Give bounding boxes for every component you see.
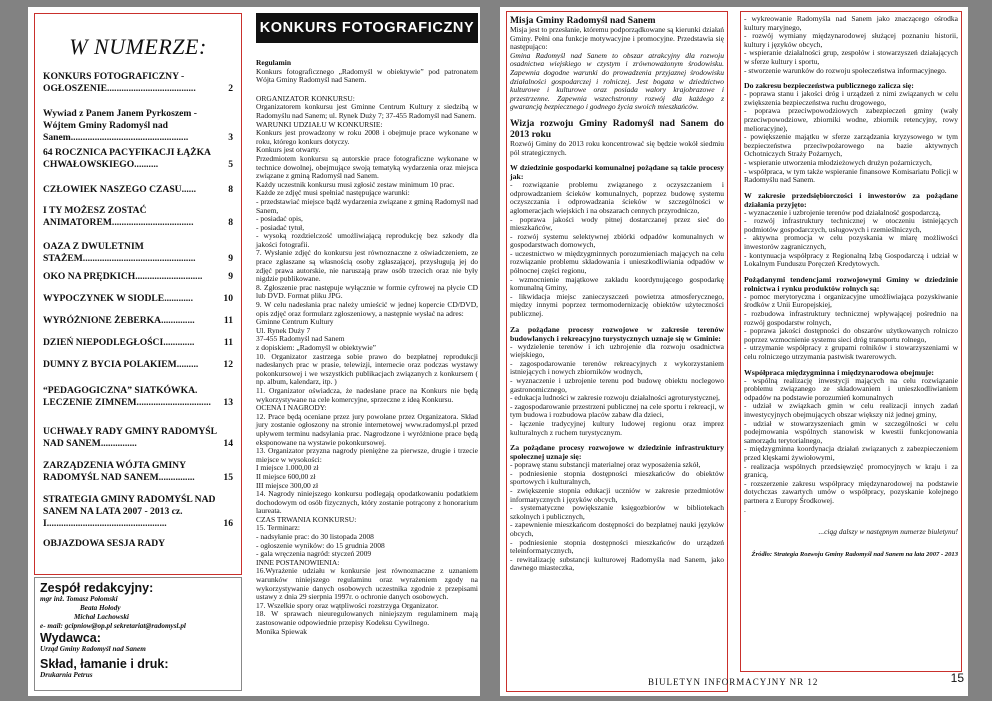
toc-item[interactable] bbox=[43, 71, 235, 95]
toc-item[interactable] bbox=[43, 147, 235, 171]
paragraph: - rozszerzenie zakresu współpracy międzynarodowej na podstawie dotychczas zawartych umów o współpracy, pozyskanie kolejnego partnera z Europy Środkowej. bbox=[744, 478, 958, 505]
toc-item-page: 13 bbox=[223, 397, 233, 408]
toc-item-page: 5 bbox=[228, 159, 233, 170]
right-page bbox=[500, 7, 968, 696]
paragraph: - zagospodarowanie terenów rekreacyjnych z wykorzystaniem istniejących i nowych zbiorników wodnych, bbox=[510, 358, 724, 377]
contest-paragraph: I miejsce 1.000,00 zł bbox=[256, 463, 319, 473]
paragraph: - rozwój wymiany międzynarodowej służącej poznaniu historii, kultury i języków obcych, bbox=[744, 31, 958, 49]
contest-paragraph: INNE POSTANOWIENIA: bbox=[256, 557, 340, 567]
contest-paragraphs bbox=[256, 95, 478, 636]
contest-paragraph: 14. Nagrody niniejszego konkursu podlegają opodatkowaniu podatkiem dochodowym od osób fizycznych, który zostanie potrącony z honorarium laureata. bbox=[256, 489, 478, 516]
toc-item[interactable] bbox=[43, 337, 235, 349]
toc-item[interactable] bbox=[43, 426, 235, 450]
paragraph: - edukacja ludności w zakresie rozwoju działalności agroturystycznej, bbox=[510, 393, 720, 403]
toc-item[interactable] bbox=[43, 293, 235, 305]
toc-item[interactable] bbox=[43, 385, 235, 409]
section-heading: Pożądanymi tendencjami rozwojowymi Gminy w dziedzinie rolnictwa i rynku produktów rolnych są: bbox=[744, 274, 958, 293]
contest-paragraph: 12. Prace będą oceniane przez jury powołane przez Organizatora. Skład jury zostanie ogłoszony na stronie internetowej www.radomysl.pl przed upływem terminu nadsyłania prac. Nagrodzone i wyróżnione prace będą eksponowane na wystawie pokonkursowej. bbox=[256, 411, 478, 447]
paragraph: - utrzymanie współpracy z grupami rolników i stowarzyszeniami w celu rolniczego utrzymania pastwisk twarerowych. bbox=[744, 343, 958, 361]
strategy-column-right bbox=[740, 11, 962, 672]
paragraph: - zagospodarowanie przestrzeni publicznej na cele sportu i rekreacji, w tym budowa i rozbudowa placów zabaw dla dzieci, bbox=[510, 401, 724, 420]
toc-item[interactable] bbox=[43, 494, 235, 530]
paragraph: - poprawa jakości wody pitnej dostarczanej przez sieć do mieszkańców, bbox=[510, 214, 724, 233]
left-page bbox=[28, 7, 480, 696]
toc-item-page: 11 bbox=[223, 315, 233, 326]
paragraph: - stworzenie warunków do rozwoju społeczeństwa informacyjnego. bbox=[744, 65, 947, 75]
toc-item[interactable] bbox=[43, 108, 235, 144]
contest-paragraph: Ul. Rynek Duży 7 bbox=[256, 325, 311, 335]
contest-paragraph: 17. Wszelkie spory oraz wątpliwości rozstrzyga Organizator. bbox=[256, 600, 439, 610]
paragraph: - udział w związkach gmin w celu realizacji innych zadań inwestycyjnych obejmujących obszar większy niż jednej gminy, bbox=[744, 401, 958, 419]
contest-paragraph: II miejsce 600,00 zł bbox=[256, 471, 316, 481]
contest-paragraph: Przedmiotem konkursu są autorskie prace fotograficzne wykonane w technice dowolnej, obejmujące swoją tematyką wydarzenia oraz miejsca związane z gminą Radomyśl nad Sanem. bbox=[256, 153, 478, 181]
toc-item[interactable] bbox=[43, 538, 235, 550]
paragraph: - poprawę stanu substancji materialnej oraz wyposażenia szkół, bbox=[510, 460, 701, 470]
editor-name: Beata Hołody bbox=[80, 604, 121, 612]
toc-item-page: 14 bbox=[223, 438, 233, 449]
section-heading: Za pożądane procesy rozwojowe w dziedzinie infrastruktury społecznej uznaje się: bbox=[510, 443, 724, 462]
paragraph: - powiększenie majątku w sferze zarządzania kryzysowego w tym bezpieczeństwa przeciwpożarowego na bazie aktywnych Ochotniczych Straży Pożarnych, bbox=[744, 132, 958, 159]
contest-paragraph: - wysoką rozdzielczość umożliwiającą reprodukcję bez szkody dla jakości fotografii. bbox=[256, 231, 478, 249]
section-heading: W dziedzinie gospodarki komunalnej pożądane są takie procesy jak: bbox=[510, 163, 724, 182]
toc-item[interactable] bbox=[43, 359, 235, 371]
paragraph: Rozwój Gminy do 2013 roku koncentrować się będzie wokół siedmiu pól strategicznych. bbox=[510, 138, 724, 157]
toc-item-label: OKO NA PRĘDKICH............................ bbox=[43, 271, 203, 282]
paragraph: - pomoc merytoryczna i organizacyjne umożliwiająca pozyskiwanie środków z Unii Europejskiej, bbox=[744, 291, 958, 310]
paragraph: - kontynuacja współpracy z Regionalną Izbą Gospodarczą i udział w Lokalnym Funduszu Poręczeń Kredytowych. bbox=[744, 250, 958, 269]
paragraph: Źródło: Strategia Rozwoju Gminy Radomyśl nad Sanem na lata 2007 - 2013 bbox=[751, 550, 958, 558]
paragraph: - wspieranie działalności grup, zespołów i stowarzyszeń działających w sferze kultury i sportu, bbox=[744, 48, 958, 66]
contest-paragraph: Gminne Centrum Kultury bbox=[256, 317, 334, 327]
contest-paragraph: WARUNKI UDZIAŁU W KONKURSIE: bbox=[256, 119, 383, 129]
paragraph: - wydzielenie terenów i ich uzbrojenie dla rozwoju osadnictwa wiejskiego, bbox=[510, 341, 724, 360]
paragraph: Gmina Radomyśl nad Sanem to obszar atrakcyjny dla rozwoju osadnictwa wiejskiego w czystym i zrównoważonym środowisku. Zapewnia dogodne warunki do prowadzenia przyjaznej środowisku działalności gospodarczej i rolniczej. Jest bogata w dziedzictwo kulturowe i kulturowe oraz posiada walory krajobrazowe i przestrzenne. Zapewnia wszechstronny rozwój dla każdego z gwarancją bezpiecznego i godnego życia swoich mieszkańców. bbox=[510, 50, 724, 112]
paragraph: . bbox=[744, 504, 746, 514]
strategy-column-left bbox=[506, 11, 728, 692]
toc-item-label: I TY MOŻESZ ZOSTAĆ ANIMATOREM.................................. bbox=[43, 205, 194, 228]
paragraph: - aktywna promocja w celu pozyskania w miarę możliwości inwestorów zagranicznych, bbox=[744, 233, 958, 252]
section-heading: Do zakresu bezpieczeństwa publicznego zalicza się: bbox=[744, 81, 914, 91]
toc-item-page: 12 bbox=[223, 359, 233, 370]
toc-item[interactable] bbox=[43, 271, 235, 283]
toc-item-page: 2 bbox=[228, 83, 233, 94]
toc-item-page: 9 bbox=[228, 253, 233, 264]
contest-paragraph: 8. Zgłoszenie prac następuje wyłącznie w formie cyfrowej na płycie CD lub DVD. Format pliku JPG. bbox=[256, 282, 478, 301]
toc-item-label: 64 ROCZNICA PACYFIKACJI ŁĄŻKA CHWAŁOWSKIEGO.......... bbox=[43, 147, 211, 170]
contest-paragraph: - przedstawiać miejsce bądź wydarzenia związane z gminą Radomyśl nad Sanem, bbox=[256, 196, 478, 215]
paragraph: - zapewnienie mieszkańcom dostępności do bezpłatnej nauki języków obcych, bbox=[510, 520, 724, 538]
paragraph: - łączenie tradycyjnej kultury ludowej regionu oraz imprez kulturalnych z ruchem turystycznym. bbox=[510, 418, 724, 437]
publisher-name: Urząd Gminy Radomyśl nad Sanem bbox=[40, 645, 146, 653]
contest-paragraph: - ogłoszenie wyników: do 15 grudnia 2008 bbox=[256, 540, 385, 550]
publisher-heading: Wydawca: bbox=[40, 631, 101, 645]
contest-paragraph: 18. W sprawach nieuregulowanych niniejszym regulaminem mają zastosowanie odpowiednie przepisy Kodeksu Cywilnego. bbox=[256, 609, 478, 627]
contest-paragraph: 10. Organizator zastrzega sobie prawo do bezpłatnej reprodukcji nadesłanych prac w prasie, telewizji, internecie oraz podczas wystawy pokonkursowej i we wszystkich publikacjach związanych z konkursem ( np. album, kalendarz, itp. ) bbox=[256, 351, 478, 387]
paragraph: - wzmocnienie majątkowe zakładu koordynującego gospodarkę komunalną Gminy, bbox=[510, 274, 724, 293]
editorial-email: e- mail: gcipniow@op.pl sekretariat@radomysl.pl bbox=[40, 622, 186, 630]
toc-item-page: 11 bbox=[223, 337, 233, 348]
section-heading: Za pożądane procesy rozwojowe w zakresie terenów budowlanych i rekreacyjno turystycznych uznaje się w Gminie: bbox=[510, 324, 724, 343]
toc-item-label: WYRÓŻNIONE ŻEBERKA.............. bbox=[43, 315, 195, 326]
contest-paragraph: 16.Wyrażenie udziału w konkursie jest równoznaczne z uznaniem warunków niniejszego regulaminu oraz wyrażeniem zgody na wykorzystywanie danych osobowych uczestnika zgodnie z przepisami ustawy z dnia 29 sierpnia 1997r. o ochronie danych osobowych. bbox=[256, 566, 478, 602]
paragraph: - poprawa stanu i jakości dróg i urządzeń z nimi związanych w celu zwiększenia bezpieczeństwa ruchu drogowego, bbox=[744, 89, 958, 107]
bulletin-footer: BIULETYN INFORMACYJNY NR 12 bbox=[648, 677, 819, 687]
contest-rules-heading: Regulamin bbox=[256, 58, 292, 67]
paragraph: - systematyczne powiększanie księgozbiorów w bibliotekach szkolnych i publicznych, bbox=[510, 503, 724, 521]
editorial-box bbox=[34, 577, 242, 691]
editor-name: Michał Lachowski bbox=[74, 613, 129, 621]
toc-item-label: STRATEGIA GMINY RADOMYŚL NAD SANEM NA LATA 2007 - 2013 cz. I.................................................. bbox=[43, 494, 216, 529]
editorial-heading: Zespół redakcyjny: bbox=[40, 581, 154, 595]
print-heading: Skład, łamanie i druk: bbox=[40, 657, 169, 671]
section-heading: Misja Gminy Radomyśl nad Sanem bbox=[510, 15, 656, 26]
paragraph: - rewitalizację substancji kulturowej Radomyśla nad Sanem, jako dawnego miasteczka, bbox=[510, 554, 724, 573]
contest-paragraph: Monika Spiewak bbox=[256, 626, 308, 636]
paragraph: - współpraca, w tym także wspieranie finansowe Komisariatu Policji w Radomyślu nad Sanem. bbox=[744, 166, 958, 185]
paragraph: - udział w stowarzyszeniach gmin w szczególności w celu podejmowania wspólnych stanowisk w kwestii funkcjonowania samorządu terytorialnego, bbox=[744, 418, 958, 445]
toc-item-page: 9 bbox=[228, 271, 233, 282]
contest-paragraph: - nadsyłanie prac: do 30 listopada 2008 bbox=[256, 532, 374, 542]
contest-paragraph: 7. Wysłanie zdjęć do konkursu jest równoznaczne z oświadczeniem, ze prace zgłaszane są własnością osoby zgłaszającej, przysługują jej do zdjęć prawa autorskie, nie naruszają praw osób trzecich oraz nie były nigdzie publikowane. bbox=[256, 248, 478, 284]
page-number: 15 bbox=[950, 671, 964, 685]
paragraph: Misja jest to przesłanie, któremu podporządkowane są kierunki działań Gminy. Pełni ona funkcje motywacyjne i promocyjne. Przedstawia się następująco: bbox=[510, 25, 724, 52]
toc-item-page: 3 bbox=[228, 132, 233, 143]
toc-item-label: OBJAZDOWA SESJA RADY bbox=[43, 538, 166, 549]
toc-item-label: KONKURS FOTOGRAFICZNY - OGŁOSZENIE..................................... bbox=[43, 71, 196, 94]
toc-item-page: 8 bbox=[228, 217, 233, 228]
paragraph: - poprawa przeciwpowodziowych zabezpieczeń gminy (wały przeciwpowodziowe, zbiorniki wodne, zbiornik retencyjny, rowy melioracyjne), bbox=[744, 106, 958, 133]
printer-name: Drukarnia Petrus bbox=[40, 671, 93, 679]
paragraph: - uczestnictwo w międzygminnych porozumieniach mających na celu rozwiązanie problemu składowania i unieszkodliwiania odpadów w północnej części regionu, bbox=[510, 248, 724, 276]
contest-paragraph: Organizatorem konkursu jest Gminne Centrum Kultury z siedzibą w Radomyślu nad Sanem; ul. Rynek Duży 7; 37-455 Radomyśl nad Sanem. bbox=[256, 102, 478, 120]
toc-item[interactable] bbox=[43, 460, 235, 484]
toc-item-label: ZARZĄDZENIA WÓJTA GMINY RADOMYŚL NAD SANEM............... bbox=[43, 460, 195, 483]
contest-intro: Konkurs fotograficznego „Radomyśl w obiektywie” pod patronatem Wójta Gminy Radomyśl nad Sanem. bbox=[256, 66, 478, 85]
contest-paragraph: z dopiskiem: „Radomyśl w obiektywie” bbox=[256, 343, 376, 352]
toc-item[interactable] bbox=[43, 241, 235, 265]
contest-paragraph: - posiadać tytuł, bbox=[256, 222, 305, 232]
toc-item-label: CZŁOWIEK NASZEGO CZASU...... bbox=[43, 184, 196, 195]
paragraph: - podniesienie stopnia dostępności mieszkańców do urządzeń teleinformatycznych, bbox=[510, 537, 724, 556]
contest-paragraph: Konkurs jest prowadzony w roku 2008 i obejmuje prace wykonane w roku, którego konkurs dotyczy. bbox=[256, 128, 478, 146]
contest-paragraph: ORGANIZATOR KONKURSU: bbox=[256, 93, 355, 103]
paragraph: - wspólną realizację inwestycji mających na celu rozwiązanie problemu związanego ze składowaniem i unieszkodliwianiem odpadów na podstawie porozumień komunalnych bbox=[744, 375, 958, 402]
contest-paragraph: - posiadać opis, bbox=[256, 214, 303, 224]
toc-item-label: DZIEŃ NIEPODLEGŁOŚCI............. bbox=[43, 337, 195, 348]
paragraph: - wykreowanie Radomyśla nad Sanem jako znaczącego ośrodka kultury maryjnego, bbox=[744, 14, 958, 32]
toc-item-label: “PEDAGOGICZNA” SIATKÓWKA. LECZENIE ZIMNEM............................... bbox=[43, 385, 211, 408]
toc-title: W NUMERZE: bbox=[69, 34, 207, 59]
contest-paragraph: 15. Terminarz: bbox=[256, 523, 300, 533]
contest-banner: KONKURS FOTOGRAFICZNY bbox=[256, 13, 478, 43]
toc-item-page: 8 bbox=[228, 184, 233, 195]
contest-paragraph: 11. Organizator oświadcza, że nadesłane prace na Konkurs nie będą wykorzystywane na cele komercyjne, sprzeczne z ideą Konkursu. bbox=[256, 385, 478, 404]
toc-item-label: WYPOCZYNEK W SIODLE............ bbox=[43, 293, 193, 304]
toc-item[interactable] bbox=[43, 315, 235, 327]
contest-paragraph: Każde ze zdjęć musi spełniać następujące warunki: bbox=[256, 188, 410, 198]
section-heading: W zakresie przedsiębiorczości i inwestorów za pożądane działania przyjęto: bbox=[744, 190, 958, 209]
toc-item-page: 15 bbox=[223, 472, 233, 483]
paragraph: - wyznaczenie i uzbrojenie terenów pod działalność gospodarczą, bbox=[744, 207, 941, 217]
toc-item[interactable] bbox=[43, 184, 235, 196]
editor-name: mgr inż. Tomasz Połomski bbox=[40, 595, 118, 603]
paragraph: - likwidacja miejsc zanieczyszczeń powietrza atmosferycznego, między innymi poprzez termomodernizację obiektów użyteczności publicznej. bbox=[510, 291, 724, 319]
paragraph: - rozwiązanie problemu związanego z oczyszczaniem i odprowadzaniem ścieków komunalnych, poprzez budowę systemu oczyszczania i odprowadzania ścieków w szczególności w aglomeracjach wiejskich i na obszarach cennych przyrodniczo, bbox=[510, 180, 724, 215]
contest-paragraph: 13. Organizator przyzna nagrody pieniężne za pierwsze, drugie i trzecie miejsce w wysokości: bbox=[256, 446, 478, 464]
contest-paragraph: III miejsce 300,00 zł bbox=[256, 480, 319, 490]
photo-contest-article bbox=[256, 13, 478, 693]
paragraph: - podniesienie stopnia dostępności mieszkańców do obiektów sportowych i kulturalnych, bbox=[510, 468, 724, 487]
toc-item-label: UCHWAŁY RADY GMINY RADOMYŚL NAD SANEM............... bbox=[43, 426, 217, 449]
paragraph: - rozwój infrastruktury technicznej w otoczeniu istniejących podmiotów gospodarczych, usługowych i rzemieślniczych, bbox=[744, 216, 958, 234]
toc-item-page: 16 bbox=[223, 518, 233, 529]
toc-item-label: OAZA Z DWULETNIM STAŻEM............................................... bbox=[43, 241, 196, 264]
contest-paragraph: OCENA I NAGRODY: bbox=[256, 403, 327, 413]
section-heading: Wizja rozwoju Gminy Radomyśl nad Sanem do 2013 roku bbox=[510, 117, 724, 140]
section-heading: Współpraca międzygminna i międzynarodowa obejmuje: bbox=[744, 367, 935, 377]
toc-item-label: DUMNY Z BYCIA POLAKIEM......... bbox=[43, 359, 199, 370]
toc-item-label: Wywiad z Panem Janem Pyrkoszem - Wójtem Gminy Radomyśl nad Sanem................................................. bbox=[43, 108, 197, 143]
paragraph: - wyznaczenie i uzbrojenie terenu pod budowę obiektu noclegowo gastronomicznego, bbox=[510, 376, 724, 394]
paragraph: - międzygminna koordynacja działań związanych z zabezpieczeniem przed klęskami żywiołowymi, bbox=[744, 444, 958, 462]
paragraph: - rozwój systemu selektywnej zbiórki odpadów komunalnych w gospodarstwach domowych, bbox=[510, 231, 724, 250]
contest-paragraph: CZAS TRWANIA KONKURSU: bbox=[256, 514, 357, 524]
toc-item-page: 10 bbox=[223, 293, 233, 304]
paragraph: - rozbudowa infrastruktury technicznej wpływającej pośrednio na rozwój gospodarstw rolnych, bbox=[744, 309, 958, 327]
paragraph: - wspieranie utworzenia młodzieżowych drużyn pożarniczych, bbox=[744, 157, 932, 167]
toc-item[interactable] bbox=[43, 205, 235, 229]
table-of-contents bbox=[34, 13, 242, 575]
contest-body bbox=[256, 59, 478, 636]
contest-paragraph: - gala wręczenia nagród: styczeń 2009 bbox=[256, 549, 372, 559]
paragraph: - zwiększenie stopnia edukacji uczniów w zakresie przedmiotów informatycznych i języków obcych, bbox=[510, 485, 724, 504]
paragraph: - poprawa jakości dostępności do obszarów użytkowanych rolniczo poprzez wzmocnienie systemu sieci dróg transportu rolnego, bbox=[744, 326, 958, 344]
paragraph: - realizacja wspólnych przedsięwzięć promocyjnych w kraju i za granicą, bbox=[744, 461, 958, 480]
contest-paragraph: 37-455 Radomyśl nad Sanem bbox=[256, 334, 345, 344]
contest-paragraph: Konkurs jest otwarty. bbox=[256, 145, 321, 155]
contest-paragraph: Każdy uczestnik konkursu musi zgłosić zestaw minimum 10 prac. bbox=[256, 179, 455, 189]
contest-paragraph: 9. W celu nadesłania prac należy umieścić w jednej kopercie CD/DVD, opis zdjęć oraz formularz zgłoszeniowy, a następnie wysłać na adres: bbox=[256, 300, 478, 318]
paragraph: ...ciąg dalszy w następnym numerze biuletynu! bbox=[818, 527, 958, 537]
